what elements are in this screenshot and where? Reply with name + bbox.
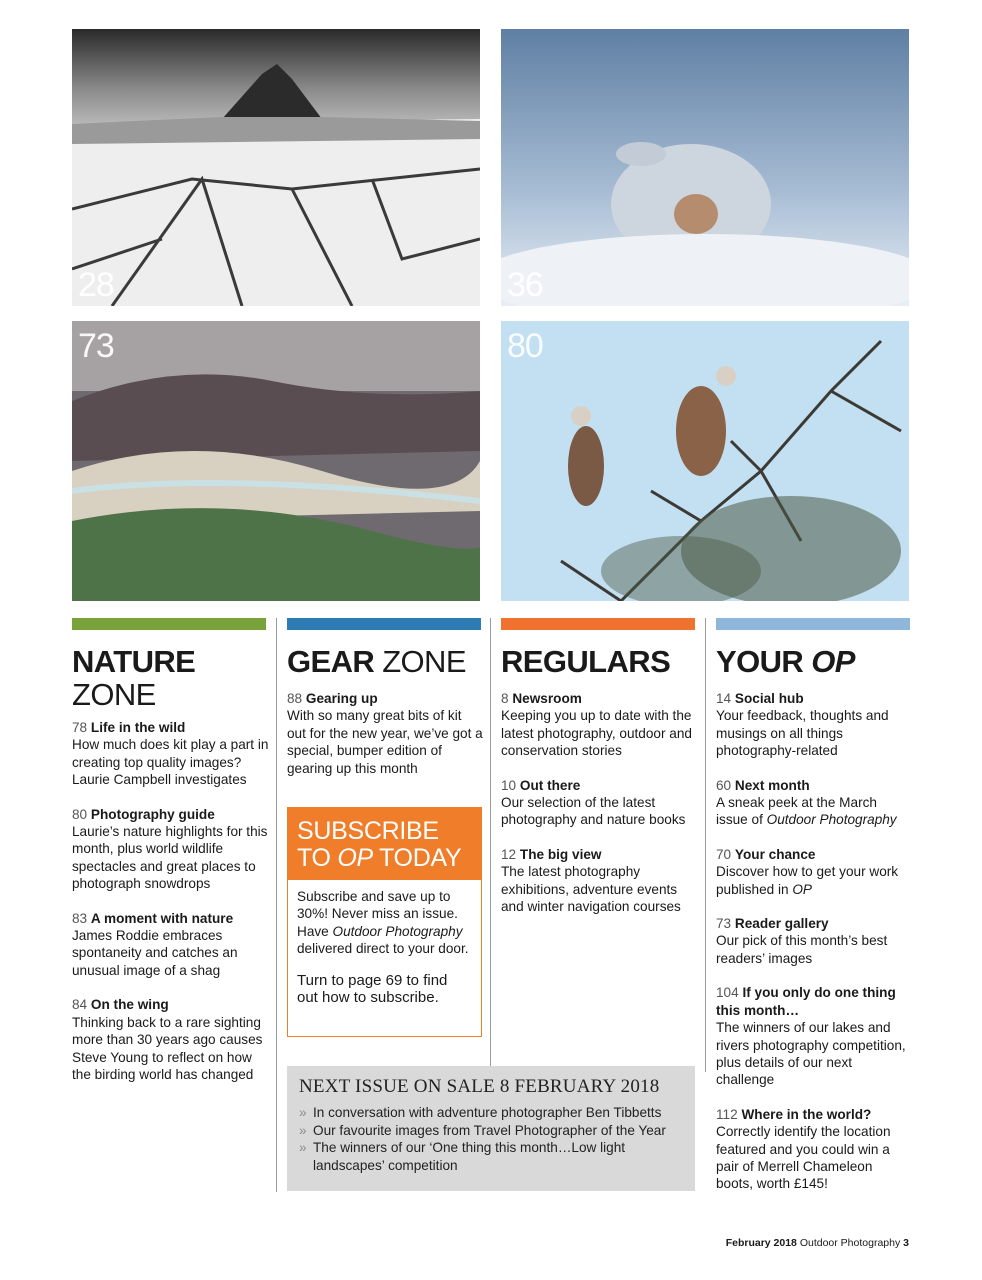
contents-entry[interactable]: 88 Gearing up With so many great bits of kit out for the new year, we’ve got a special, bumper edition of gearing up this month: [287, 691, 483, 776]
photo-page-number: 80: [507, 327, 543, 365]
page-footer: February 2018 Outdoor Photography 3: [725, 1237, 909, 1249]
your-op-column: [716, 645, 910, 1210]
column-divider: [490, 618, 491, 1066]
gear-zone-bar: [287, 618, 481, 630]
subscribe-text: Subscribe and save up to 30%! Never miss an issue. Have Outdoor Photography delivered direct to your door.: [297, 889, 469, 957]
contents-entry[interactable]: 70 Your chance Discover how to get your work published in OP: [716, 846, 899, 897]
next-issue-item: » Our favourite images from Travel Photographer of the Year: [299, 1122, 666, 1138]
contents-entry[interactable]: 8 Newsroom Keeping you up to date with the latest photography, outdoor and conservation stories: [501, 691, 692, 759]
next-issue-item: » In conversation with adventure photographer Ben Tibbetts: [299, 1105, 662, 1120]
your-op-bar: [716, 618, 910, 630]
contents-entry[interactable]: 12 The big view The latest photography exhibitions, adventure events and winter navigation courses: [501, 846, 681, 915]
contents-entry[interactable]: 73 Reader gallery Our pick of this month’s best readers’ images: [716, 916, 888, 966]
contents-entry[interactable]: 78 Life in the wild How much does kit play a part in creating top quality images? Laurie Campbell investigates: [72, 720, 269, 788]
contents-entry[interactable]: 83 A moment with nature James Roddie embraces spontaneity and catches an unusual image of a shag: [72, 910, 238, 978]
photo-kites: [501, 321, 909, 601]
subscribe-box[interactable]: [287, 807, 482, 1037]
gear-zone-column: [287, 645, 483, 794]
nature-zone-column: [72, 645, 270, 1100]
contents-entry[interactable]: 84 On the wing Thinking back to a rare sighting more than 30 years ago causes Steve Young to reflect on how the birding world has changed: [72, 997, 263, 1082]
contents-entry[interactable]: 104 If you only do one thing this month… The winners of our lakes and rivers photography competition, plus details of our next challenge: [716, 985, 906, 1088]
page-number: 3: [903, 1237, 909, 1249]
chevron-right-icon: »: [299, 1140, 307, 1156]
gear-zone-heading: GEAR ZONE: [287, 644, 466, 679]
column-divider: [276, 618, 277, 1192]
next-issue-box: [287, 1066, 695, 1191]
chevron-right-icon: »: [299, 1122, 307, 1138]
subscribe-title: SUBSCRIBE TO OP TODAY: [288, 808, 481, 880]
photo-abstract: [72, 321, 480, 601]
your-op-heading: YOUR OP: [716, 644, 855, 679]
subscribe-cta: Turn to page 69 to find out how to subscribe.: [297, 971, 448, 1007]
contents-entry[interactable]: 14 Social hub Your feedback, thoughts and musings on all things photography-related: [716, 691, 889, 759]
photo-page-number: 73: [78, 327, 114, 365]
next-issue-title: NEXT ISSUE ON SALE 8 FEBRUARY 2018: [299, 1076, 660, 1097]
photo-mountain: [72, 29, 480, 306]
contents-entry[interactable]: 60 Next month A sneak peek at the March issue of Outdoor Photography: [716, 777, 897, 828]
chevron-right-icon: »: [299, 1105, 307, 1120]
contents-entry[interactable]: 112 Where in the world? Correctly identify the location featured and you could win a pair of Merrell Chameleon boots, worth £145!: [716, 1106, 891, 1192]
photo-page-number: 28: [78, 266, 114, 304]
regulars-bar: [501, 618, 695, 630]
nature-zone-bar: [72, 618, 266, 630]
regulars-column: [501, 645, 697, 932]
nature-zone-heading: NATURE ZONE: [72, 644, 196, 712]
next-issue-item: » The winners of our ‘One thing this month…Low light landscapes’ competition: [299, 1140, 626, 1173]
contents-entry[interactable]: 80 Photography guide Laurie’s nature highlights for this month, plus world wildlife spectacles and great places to photograph snowdrops: [72, 806, 268, 892]
photo-page-number: 36: [507, 266, 543, 304]
contents-entry[interactable]: 10 Out there Our selection of the latest photography and nature books: [501, 777, 686, 828]
regulars-heading: REGULARS: [501, 644, 671, 679]
photo-hare: [501, 29, 909, 306]
column-divider: [705, 618, 706, 1072]
